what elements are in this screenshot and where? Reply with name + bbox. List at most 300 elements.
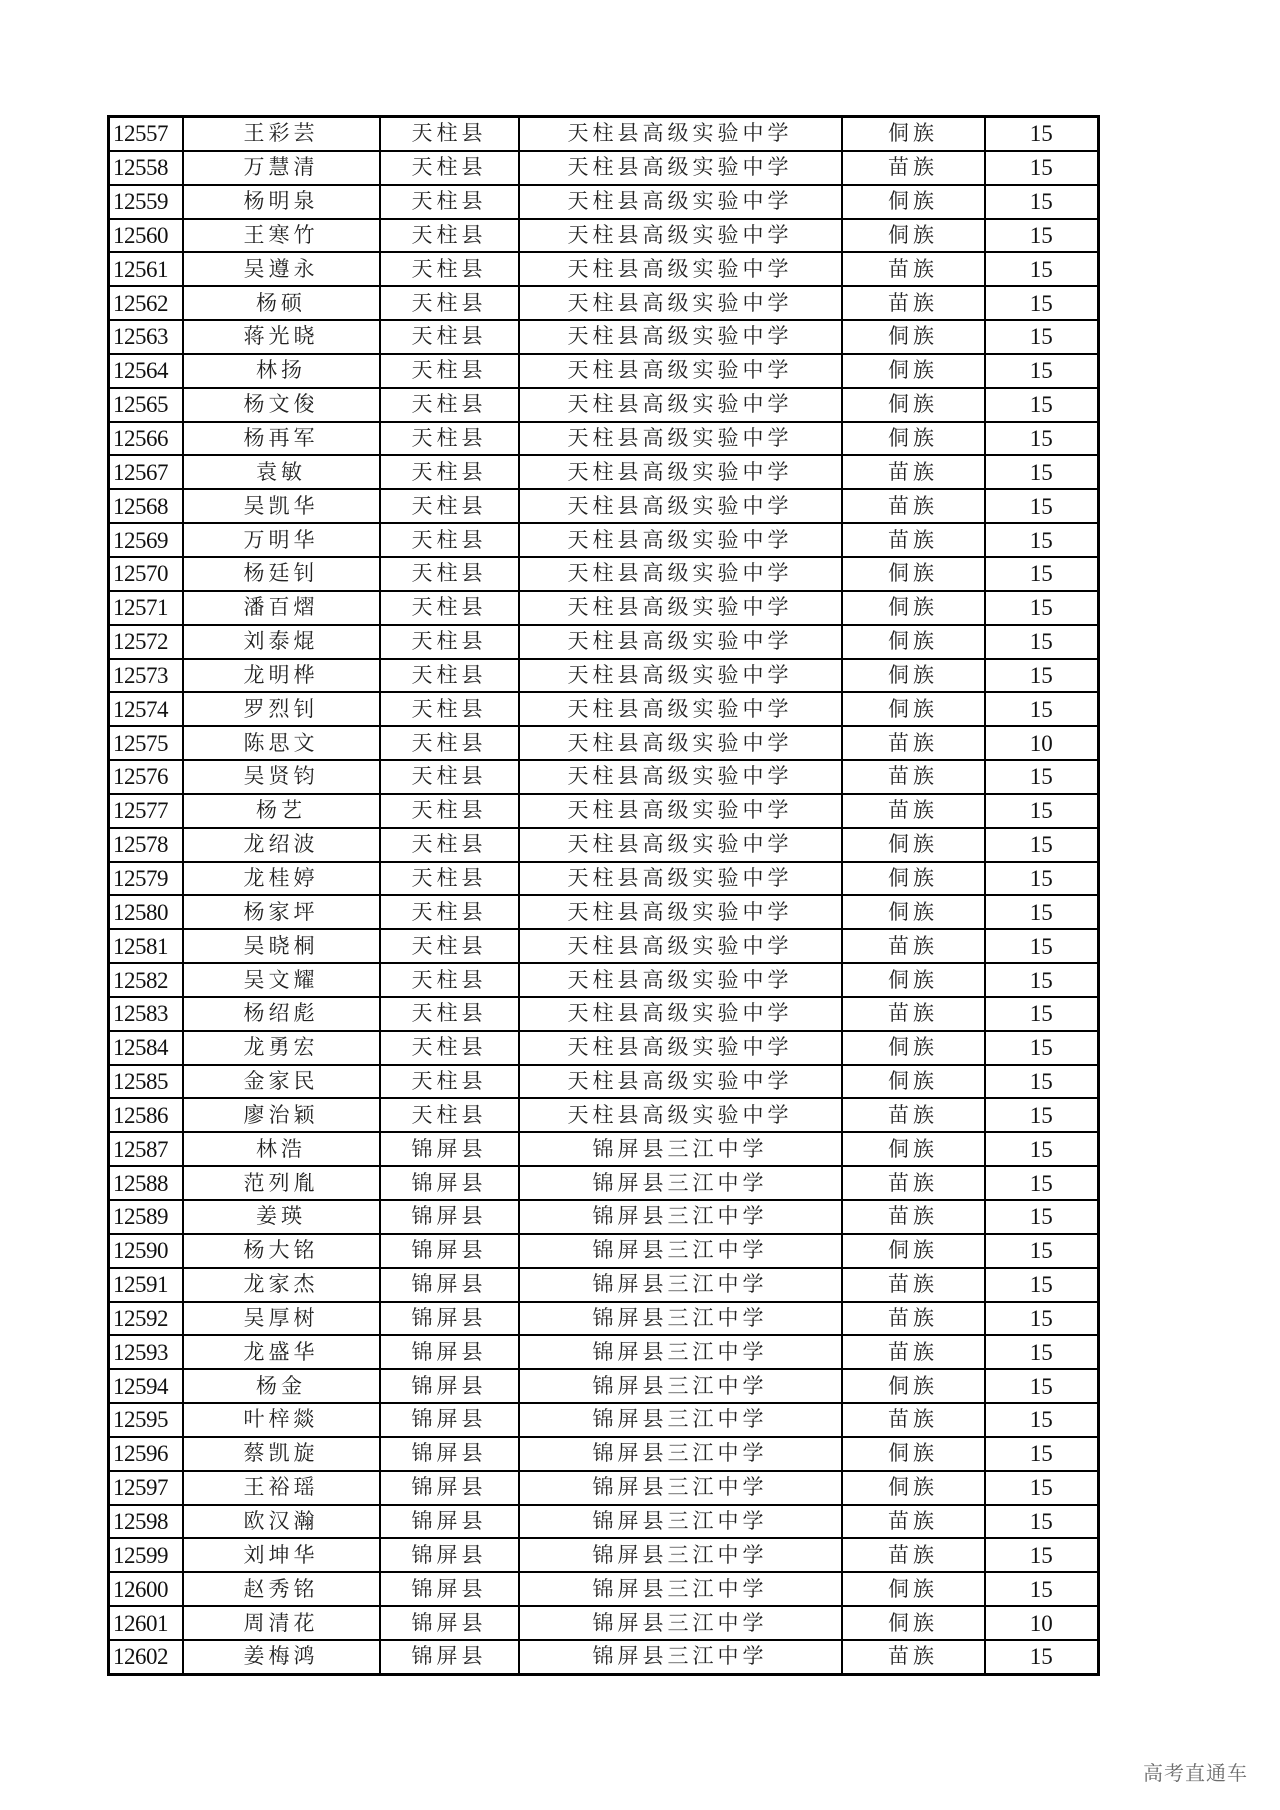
- ethnicity-cell: 侗族: [842, 422, 985, 456]
- school-cell: 天柱县高级实验中学: [519, 422, 842, 456]
- student-id-cell: 12588: [109, 1166, 183, 1200]
- ethnicity-cell: 苗族: [842, 1538, 985, 1572]
- student-id-cell: 12559: [109, 185, 183, 219]
- county-cell: 天柱县: [380, 557, 519, 591]
- county-cell: 锦屏县: [380, 1234, 519, 1268]
- student-id-cell: 12595: [109, 1403, 183, 1437]
- student-id-cell: 12576: [109, 760, 183, 794]
- table-row: [109, 151, 1099, 185]
- county-cell: 天柱县: [380, 1031, 519, 1065]
- ethnicity-cell: 苗族: [842, 1403, 985, 1437]
- bonus-score-cell: 15: [985, 219, 1099, 253]
- student-name-cell: 杨绍彪: [183, 997, 380, 1031]
- school-cell: 锦屏县三江中学: [519, 1369, 842, 1403]
- school-cell: 天柱县高级实验中学: [519, 862, 842, 896]
- bonus-score-cell: 15: [985, 320, 1099, 354]
- county-cell: 锦屏县: [380, 1369, 519, 1403]
- student-name-cell: 王彩芸: [183, 117, 380, 151]
- student-id-cell: 12560: [109, 219, 183, 253]
- table-row: [109, 1098, 1099, 1132]
- school-cell: 天柱县高级实验中学: [519, 523, 842, 557]
- table-row: [109, 1640, 1099, 1674]
- student-id-cell: 12566: [109, 422, 183, 456]
- student-name-cell: 潘百熠: [183, 591, 380, 625]
- county-cell: 天柱县: [380, 625, 519, 659]
- student-name-cell: 范列胤: [183, 1166, 380, 1200]
- ethnicity-cell: 侗族: [842, 1572, 985, 1606]
- student-id-cell: 12600: [109, 1572, 183, 1606]
- ethnicity-cell: 侗族: [842, 828, 985, 862]
- bonus-score-cell: 15: [985, 1335, 1099, 1369]
- table-row: [109, 523, 1099, 557]
- table-row: [109, 963, 1099, 997]
- school-cell: 天柱县高级实验中学: [519, 286, 842, 320]
- student-name-cell: 叶梓燚: [183, 1403, 380, 1437]
- student-id-cell: 12570: [109, 557, 183, 591]
- student-name-cell: 龙绍波: [183, 828, 380, 862]
- ethnicity-cell: 苗族: [842, 726, 985, 760]
- student-name-cell: 杨明泉: [183, 185, 380, 219]
- student-id-cell: 12572: [109, 625, 183, 659]
- student-id-cell: 12590: [109, 1234, 183, 1268]
- bonus-score-cell: 15: [985, 1065, 1099, 1099]
- school-cell: 天柱县高级实验中学: [519, 489, 842, 523]
- table-row: [109, 1606, 1099, 1640]
- student-id-cell: 12577: [109, 794, 183, 828]
- student-name-cell: 金家民: [183, 1065, 380, 1099]
- bonus-score-cell: 15: [985, 1471, 1099, 1505]
- ethnicity-cell: 侗族: [842, 1234, 985, 1268]
- table-row: [109, 1031, 1099, 1065]
- ethnicity-cell: 苗族: [842, 1098, 985, 1132]
- bonus-score-cell: 15: [985, 591, 1099, 625]
- county-cell: 天柱县: [380, 422, 519, 456]
- table-row: [109, 997, 1099, 1031]
- student-name-cell: 欧汉瀚: [183, 1505, 380, 1539]
- school-cell: 锦屏县三江中学: [519, 1403, 842, 1437]
- bonus-score-cell: 15: [985, 760, 1099, 794]
- bonus-score-cell: 15: [985, 1640, 1099, 1674]
- table-row: [109, 1471, 1099, 1505]
- student-id-cell: 12592: [109, 1302, 183, 1336]
- bonus-score-cell: 15: [985, 1132, 1099, 1166]
- school-cell: 锦屏县三江中学: [519, 1166, 842, 1200]
- student-id-cell: 12591: [109, 1268, 183, 1302]
- student-id-cell: 12579: [109, 862, 183, 896]
- ethnicity-cell: 苗族: [842, 1166, 985, 1200]
- ethnicity-cell: 侗族: [842, 659, 985, 693]
- ethnicity-cell: 苗族: [842, 523, 985, 557]
- student-name-cell: 吴晓桐: [183, 929, 380, 963]
- student-name-cell: 王裕瑶: [183, 1471, 380, 1505]
- table-row: [109, 591, 1099, 625]
- student-name-cell: 吴文耀: [183, 963, 380, 997]
- student-name-cell: 蒋光晓: [183, 320, 380, 354]
- student-name-cell: 王寒竹: [183, 219, 380, 253]
- ethnicity-cell: 苗族: [842, 455, 985, 489]
- bonus-score-cell: 10: [985, 726, 1099, 760]
- county-cell: 天柱县: [380, 320, 519, 354]
- student-name-cell: 杨硕: [183, 286, 380, 320]
- bonus-score-cell: 15: [985, 455, 1099, 489]
- school-cell: 锦屏县三江中学: [519, 1640, 842, 1674]
- student-id-cell: 12571: [109, 591, 183, 625]
- ethnicity-cell: 侗族: [842, 1437, 985, 1471]
- school-cell: 天柱县高级实验中学: [519, 557, 842, 591]
- ethnicity-cell: 侗族: [842, 895, 985, 929]
- bonus-score-cell: 15: [985, 1166, 1099, 1200]
- student-name-cell: 龙桂婷: [183, 862, 380, 896]
- student-name-cell: 姜梅鸿: [183, 1640, 380, 1674]
- bonus-score-cell: 15: [985, 895, 1099, 929]
- table-row: [109, 862, 1099, 896]
- student-name-cell: 蔡凯旋: [183, 1437, 380, 1471]
- table-row: [109, 692, 1099, 726]
- county-cell: 锦屏县: [380, 1335, 519, 1369]
- student-id-cell: 12594: [109, 1369, 183, 1403]
- county-cell: 天柱县: [380, 523, 519, 557]
- student-id-cell: 12580: [109, 895, 183, 929]
- student-id-cell: 12587: [109, 1132, 183, 1166]
- student-name-cell: 龙明桦: [183, 659, 380, 693]
- ethnicity-cell: 苗族: [842, 929, 985, 963]
- ethnicity-cell: 侗族: [842, 185, 985, 219]
- ethnicity-cell: 侗族: [842, 1031, 985, 1065]
- school-cell: 天柱县高级实验中学: [519, 929, 842, 963]
- table-row: [109, 219, 1099, 253]
- student-name-cell: 刘泰焜: [183, 625, 380, 659]
- school-cell: 锦屏县三江中学: [519, 1132, 842, 1166]
- school-cell: 天柱县高级实验中学: [519, 117, 842, 151]
- student-id-cell: 12583: [109, 997, 183, 1031]
- school-cell: 锦屏县三江中学: [519, 1200, 842, 1234]
- bonus-score-cell: 15: [985, 422, 1099, 456]
- table-row: [109, 1538, 1099, 1572]
- ethnicity-cell: 苗族: [842, 151, 985, 185]
- school-cell: 天柱县高级实验中学: [519, 455, 842, 489]
- county-cell: 锦屏县: [380, 1538, 519, 1572]
- school-cell: 天柱县高级实验中学: [519, 1065, 842, 1099]
- student-name-cell: 刘坤华: [183, 1538, 380, 1572]
- county-cell: 天柱县: [380, 794, 519, 828]
- county-cell: 锦屏县: [380, 1606, 519, 1640]
- table-row: [109, 185, 1099, 219]
- county-cell: 锦屏县: [380, 1572, 519, 1606]
- school-cell: 天柱县高级实验中学: [519, 219, 842, 253]
- table-row: [109, 1132, 1099, 1166]
- student-id-cell: 12562: [109, 286, 183, 320]
- bonus-score-cell: 15: [985, 1505, 1099, 1539]
- student-name-cell: 杨大铭: [183, 1234, 380, 1268]
- county-cell: 锦屏县: [380, 1166, 519, 1200]
- bonus-score-cell: 15: [985, 1369, 1099, 1403]
- student-id-cell: 12596: [109, 1437, 183, 1471]
- county-cell: 天柱县: [380, 929, 519, 963]
- table-row: [109, 726, 1099, 760]
- student-id-cell: 12574: [109, 692, 183, 726]
- table-row: [109, 1234, 1099, 1268]
- table-row: [109, 1369, 1099, 1403]
- student-id-cell: 12585: [109, 1065, 183, 1099]
- ethnicity-cell: 侗族: [842, 1369, 985, 1403]
- student-name-cell: 吴遵永: [183, 252, 380, 286]
- student-name-cell: 吴厚树: [183, 1302, 380, 1336]
- bonus-score-cell: 15: [985, 1403, 1099, 1437]
- school-cell: 天柱县高级实验中学: [519, 354, 842, 388]
- school-cell: 锦屏县三江中学: [519, 1538, 842, 1572]
- student-id-cell: 12573: [109, 659, 183, 693]
- ethnicity-cell: 侗族: [842, 692, 985, 726]
- student-name-cell: 杨廷钊: [183, 557, 380, 591]
- student-id-cell: 12569: [109, 523, 183, 557]
- student-name-cell: 袁敏: [183, 455, 380, 489]
- school-cell: 天柱县高级实验中学: [519, 659, 842, 693]
- ethnicity-cell: 侗族: [842, 320, 985, 354]
- bonus-score-cell: 15: [985, 794, 1099, 828]
- table-row: [109, 1505, 1099, 1539]
- table-row: [109, 1200, 1099, 1234]
- student-name-cell: 龙勇宏: [183, 1031, 380, 1065]
- student-name-cell: 吴贤钧: [183, 760, 380, 794]
- table-row: [109, 422, 1099, 456]
- roster-table: [107, 115, 1100, 1676]
- county-cell: 锦屏县: [380, 1302, 519, 1336]
- ethnicity-cell: 侗族: [842, 354, 985, 388]
- student-id-cell: 12558: [109, 151, 183, 185]
- table-row: [109, 557, 1099, 591]
- roster-table-body: [109, 117, 1099, 1675]
- ethnicity-cell: 苗族: [842, 997, 985, 1031]
- bonus-score-cell: 15: [985, 692, 1099, 726]
- school-cell: 天柱县高级实验中学: [519, 997, 842, 1031]
- student-id-cell: 12561: [109, 252, 183, 286]
- school-cell: 天柱县高级实验中学: [519, 388, 842, 422]
- student-id-cell: 12564: [109, 354, 183, 388]
- table-row: [109, 828, 1099, 862]
- bonus-score-cell: 15: [985, 557, 1099, 591]
- student-id-cell: 12563: [109, 320, 183, 354]
- student-name-cell: 吴凯华: [183, 489, 380, 523]
- county-cell: 天柱县: [380, 388, 519, 422]
- ethnicity-cell: 侗族: [842, 1132, 985, 1166]
- bonus-score-cell: 15: [985, 1538, 1099, 1572]
- ethnicity-cell: 侗族: [842, 1065, 985, 1099]
- county-cell: 天柱县: [380, 659, 519, 693]
- bonus-score-cell: 10: [985, 1606, 1099, 1640]
- student-id-cell: 12589: [109, 1200, 183, 1234]
- table-row: [109, 929, 1099, 963]
- ethnicity-cell: 苗族: [842, 252, 985, 286]
- table-row: [109, 117, 1099, 151]
- county-cell: 天柱县: [380, 455, 519, 489]
- student-id-cell: 12584: [109, 1031, 183, 1065]
- ethnicity-cell: 侗族: [842, 625, 985, 659]
- table-row: [109, 895, 1099, 929]
- county-cell: 天柱县: [380, 1065, 519, 1099]
- table-row: [109, 320, 1099, 354]
- ethnicity-cell: 侗族: [842, 591, 985, 625]
- school-cell: 锦屏县三江中学: [519, 1437, 842, 1471]
- table-row: [109, 659, 1099, 693]
- ethnicity-cell: 苗族: [842, 286, 985, 320]
- county-cell: 天柱县: [380, 286, 519, 320]
- bonus-score-cell: 15: [985, 185, 1099, 219]
- bonus-score-cell: 15: [985, 489, 1099, 523]
- county-cell: 天柱县: [380, 963, 519, 997]
- ethnicity-cell: 侗族: [842, 1471, 985, 1505]
- ethnicity-cell: 侗族: [842, 388, 985, 422]
- school-cell: 锦屏县三江中学: [519, 1335, 842, 1369]
- school-cell: 锦屏县三江中学: [519, 1505, 842, 1539]
- county-cell: 天柱县: [380, 726, 519, 760]
- student-name-cell: 廖治颖: [183, 1098, 380, 1132]
- school-cell: 天柱县高级实验中学: [519, 794, 842, 828]
- student-name-cell: 万明华: [183, 523, 380, 557]
- student-id-cell: 12597: [109, 1471, 183, 1505]
- school-cell: 天柱县高级实验中学: [519, 320, 842, 354]
- bonus-score-cell: 15: [985, 286, 1099, 320]
- student-name-cell: 万慧清: [183, 151, 380, 185]
- county-cell: 天柱县: [380, 252, 519, 286]
- table-row: [109, 252, 1099, 286]
- table-row: [109, 354, 1099, 388]
- county-cell: 天柱县: [380, 1098, 519, 1132]
- school-cell: 天柱县高级实验中学: [519, 252, 842, 286]
- student-name-cell: 林扬: [183, 354, 380, 388]
- county-cell: 锦屏县: [380, 1132, 519, 1166]
- school-cell: 天柱县高级实验中学: [519, 1098, 842, 1132]
- county-cell: 天柱县: [380, 997, 519, 1031]
- ethnicity-cell: 苗族: [842, 1200, 985, 1234]
- county-cell: 锦屏县: [380, 1268, 519, 1302]
- ethnicity-cell: 苗族: [842, 489, 985, 523]
- school-cell: 锦屏县三江中学: [519, 1268, 842, 1302]
- student-name-cell: 林浩: [183, 1132, 380, 1166]
- school-cell: 天柱县高级实验中学: [519, 828, 842, 862]
- bonus-score-cell: 15: [985, 963, 1099, 997]
- student-name-cell: 杨文俊: [183, 388, 380, 422]
- bonus-score-cell: 15: [985, 1437, 1099, 1471]
- table-row: [109, 489, 1099, 523]
- bonus-score-cell: 15: [985, 252, 1099, 286]
- bonus-score-cell: 15: [985, 388, 1099, 422]
- table-row: [109, 388, 1099, 422]
- ethnicity-cell: 苗族: [842, 1268, 985, 1302]
- student-name-cell: 龙盛华: [183, 1335, 380, 1369]
- ethnicity-cell: 苗族: [842, 1335, 985, 1369]
- table-row: [109, 1166, 1099, 1200]
- county-cell: 锦屏县: [380, 1200, 519, 1234]
- ethnicity-cell: 侗族: [842, 557, 985, 591]
- ethnicity-cell: 苗族: [842, 1302, 985, 1336]
- school-cell: 锦屏县三江中学: [519, 1234, 842, 1268]
- table-row: [109, 1268, 1099, 1302]
- bonus-score-cell: 15: [985, 625, 1099, 659]
- student-name-cell: 陈思文: [183, 726, 380, 760]
- table-row: [109, 794, 1099, 828]
- bonus-score-cell: 15: [985, 354, 1099, 388]
- bonus-score-cell: 15: [985, 828, 1099, 862]
- county-cell: 天柱县: [380, 760, 519, 794]
- school-cell: 天柱县高级实验中学: [519, 1031, 842, 1065]
- student-name-cell: 龙家杰: [183, 1268, 380, 1302]
- county-cell: 天柱县: [380, 151, 519, 185]
- bonus-score-cell: 15: [985, 997, 1099, 1031]
- student-id-cell: 12565: [109, 388, 183, 422]
- county-cell: 天柱县: [380, 895, 519, 929]
- ethnicity-cell: 侗族: [842, 1606, 985, 1640]
- bonus-score-cell: 15: [985, 929, 1099, 963]
- school-cell: 锦屏县三江中学: [519, 1572, 842, 1606]
- county-cell: 锦屏县: [380, 1640, 519, 1674]
- bonus-score-cell: 15: [985, 1200, 1099, 1234]
- county-cell: 锦屏县: [380, 1403, 519, 1437]
- student-id-cell: 12557: [109, 117, 183, 151]
- student-id-cell: 12586: [109, 1098, 183, 1132]
- student-id-cell: 12568: [109, 489, 183, 523]
- table-row: [109, 1065, 1099, 1099]
- bonus-score-cell: 15: [985, 523, 1099, 557]
- ethnicity-cell: 苗族: [842, 1640, 985, 1674]
- table-row: [109, 1572, 1099, 1606]
- student-id-cell: 12582: [109, 963, 183, 997]
- county-cell: 天柱县: [380, 591, 519, 625]
- school-cell: 锦屏县三江中学: [519, 1471, 842, 1505]
- student-name-cell: 杨金: [183, 1369, 380, 1403]
- ethnicity-cell: 侗族: [842, 219, 985, 253]
- county-cell: 锦屏县: [380, 1437, 519, 1471]
- bonus-score-cell: 15: [985, 117, 1099, 151]
- student-name-cell: 杨家坪: [183, 895, 380, 929]
- student-name-cell: 杨艺: [183, 794, 380, 828]
- table-row: [109, 1403, 1099, 1437]
- school-cell: 天柱县高级实验中学: [519, 963, 842, 997]
- student-name-cell: 赵秀铭: [183, 1572, 380, 1606]
- county-cell: 天柱县: [380, 828, 519, 862]
- school-cell: 天柱县高级实验中学: [519, 895, 842, 929]
- student-id-cell: 12602: [109, 1640, 183, 1674]
- school-cell: 天柱县高级实验中学: [519, 760, 842, 794]
- bonus-score-cell: 15: [985, 1572, 1099, 1606]
- table-row: [109, 1302, 1099, 1336]
- student-id-cell: 12578: [109, 828, 183, 862]
- ethnicity-cell: 侗族: [842, 963, 985, 997]
- ethnicity-cell: 侗族: [842, 117, 985, 151]
- county-cell: 天柱县: [380, 354, 519, 388]
- bonus-score-cell: 15: [985, 1234, 1099, 1268]
- table-row: [109, 1335, 1099, 1369]
- bonus-score-cell: 15: [985, 862, 1099, 896]
- county-cell: 天柱县: [380, 117, 519, 151]
- bonus-score-cell: 15: [985, 1098, 1099, 1132]
- school-cell: 天柱县高级实验中学: [519, 692, 842, 726]
- school-cell: 天柱县高级实验中学: [519, 726, 842, 760]
- table-row: [109, 760, 1099, 794]
- county-cell: 锦屏县: [380, 1471, 519, 1505]
- school-cell: 锦屏县三江中学: [519, 1606, 842, 1640]
- school-cell: 天柱县高级实验中学: [519, 185, 842, 219]
- county-cell: 天柱县: [380, 862, 519, 896]
- table-row: [109, 625, 1099, 659]
- student-name-cell: 周清花: [183, 1606, 380, 1640]
- bonus-score-cell: 15: [985, 1268, 1099, 1302]
- school-cell: 天柱县高级实验中学: [519, 151, 842, 185]
- ethnicity-cell: 苗族: [842, 760, 985, 794]
- school-cell: 天柱县高级实验中学: [519, 625, 842, 659]
- student-id-cell: 12593: [109, 1335, 183, 1369]
- student-name-cell: 姜瑛: [183, 1200, 380, 1234]
- ethnicity-cell: 苗族: [842, 1505, 985, 1539]
